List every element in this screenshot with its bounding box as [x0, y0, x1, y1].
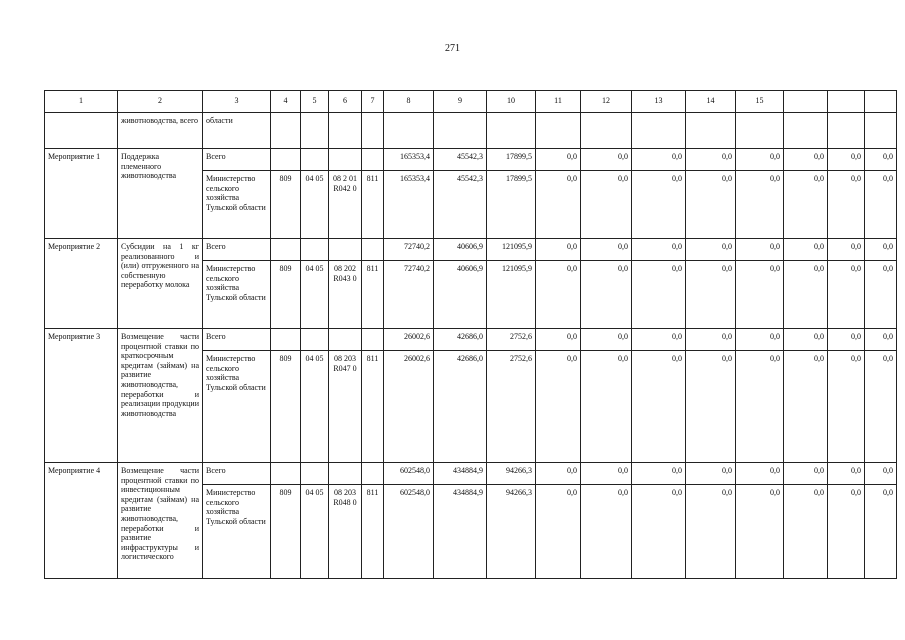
value-cell: 121095,9 [487, 261, 536, 329]
value-cell: 45542,3 [434, 171, 487, 239]
grbs-code: 809 [271, 485, 301, 579]
value-cell: 0,0 [632, 351, 686, 463]
value-cell: 0,0 [632, 329, 686, 351]
value-cell: 0,0 [686, 171, 736, 239]
value-cell: 0,0 [686, 149, 736, 171]
measure-description: Субсидии на 1 кг реализованного и (или) отгруженного на собственную переработку молока [118, 239, 203, 329]
column-header: 5 [301, 91, 329, 113]
measure-total-row [45, 149, 897, 171]
empty-cell [865, 113, 897, 149]
measure-name: Мероприятие 2 [45, 239, 118, 329]
value-cell: 94266,3 [487, 485, 536, 579]
empty-cell [487, 113, 536, 149]
value-cell: 0,0 [784, 149, 828, 171]
value-cell: 0,0 [784, 239, 828, 261]
continuation-text: области [203, 113, 271, 149]
value-cell: 165353,4 [384, 149, 434, 171]
value-cell: 0,0 [736, 463, 784, 485]
value-cell: 0,0 [865, 351, 897, 463]
measure-description: Поддержка племенного животноводства [118, 149, 203, 239]
csr-code: 08 2 01 R042 0 [329, 171, 362, 239]
value-cell: 0,0 [784, 171, 828, 239]
row-label: Всего [203, 463, 271, 485]
value-cell: 0,0 [581, 171, 632, 239]
value-cell: 0,0 [736, 261, 784, 329]
value-cell: 0,0 [828, 239, 865, 261]
table-body [45, 91, 897, 579]
grbs-cell [271, 463, 301, 485]
column-header: 4 [271, 91, 301, 113]
value-cell: 0,0 [581, 463, 632, 485]
value-cell: 0,0 [686, 261, 736, 329]
empty-cell [384, 113, 434, 149]
value-cell: 0,0 [632, 239, 686, 261]
value-cell: 0,0 [865, 171, 897, 239]
column-header: 12 [581, 91, 632, 113]
value-cell: 0,0 [828, 171, 865, 239]
value-cell: 72740,2 [384, 261, 434, 329]
value-cell: 40606,9 [434, 239, 487, 261]
value-cell: 0,0 [736, 239, 784, 261]
value-cell: 0,0 [536, 149, 581, 171]
measure-description: Возмещение части процентной ставки по краткосрочным кредитам (займам) на развитие животноводства, переработки и реализации продукции животноводства [118, 329, 203, 463]
executor-name: Министерство сельского хозяйства Тульской области [203, 485, 271, 579]
vr-code: 811 [362, 351, 384, 463]
empty-cell [271, 113, 301, 149]
grbs-code: 809 [271, 171, 301, 239]
measure-total-row [45, 463, 897, 485]
value-cell: 434884,9 [434, 463, 487, 485]
value-cell: 0,0 [536, 351, 581, 463]
value-cell: 0,0 [686, 239, 736, 261]
rzpr-cell [301, 329, 329, 351]
executor-name: Министерство сельского хозяйства Тульской области [203, 171, 271, 239]
column-header: 9 [434, 91, 487, 113]
value-cell: 0,0 [865, 463, 897, 485]
value-cell: 0,0 [828, 149, 865, 171]
value-cell: 0,0 [828, 329, 865, 351]
value-cell: 0,0 [686, 329, 736, 351]
value-cell: 602548,0 [384, 485, 434, 579]
value-cell: 0,0 [865, 329, 897, 351]
continuation-text: животноводства, всего [118, 113, 203, 149]
csr-code: 08 202 R043 0 [329, 261, 362, 329]
value-cell: 0,0 [736, 485, 784, 579]
column-header: 7 [362, 91, 384, 113]
column-header: 6 [329, 91, 362, 113]
value-cell: 0,0 [784, 329, 828, 351]
executor-name: Министерство сельского хозяйства Тульской области [203, 351, 271, 463]
measure-total-row [45, 239, 897, 261]
column-header: 8 [384, 91, 434, 113]
page-number: 271 [445, 43, 460, 54]
budget-table [44, 90, 897, 579]
vr-cell [362, 239, 384, 261]
value-cell: 0,0 [536, 171, 581, 239]
rzpr-code: 04 05 [301, 171, 329, 239]
empty-cell [784, 113, 828, 149]
rzpr-cell [301, 463, 329, 485]
value-cell: 0,0 [865, 239, 897, 261]
value-cell: 0,0 [536, 261, 581, 329]
value-cell: 0,0 [686, 463, 736, 485]
value-cell: 72740,2 [384, 239, 434, 261]
csr-cell [329, 239, 362, 261]
value-cell: 0,0 [736, 351, 784, 463]
value-cell: 0,0 [865, 149, 897, 171]
value-cell: 0,0 [828, 261, 865, 329]
value-cell: 17899,5 [487, 171, 536, 239]
column-header: 15 [736, 91, 784, 113]
rzpr-code: 04 05 [301, 485, 329, 579]
value-cell: 0,0 [736, 329, 784, 351]
value-cell: 0,0 [536, 463, 581, 485]
measure-name: Мероприятие 4 [45, 463, 118, 579]
value-cell: 0,0 [536, 239, 581, 261]
empty-cell [362, 113, 384, 149]
measure-description: Возмещение части процентной ставки по инвестиционным кредитам (займам) на развитие животноводства, переработки и развитие инфраструктуры и логистического [118, 463, 203, 579]
value-cell: 0,0 [581, 351, 632, 463]
vr-code: 811 [362, 171, 384, 239]
rzpr-code: 04 05 [301, 351, 329, 463]
value-cell: 0,0 [686, 485, 736, 579]
grbs-code: 809 [271, 351, 301, 463]
value-cell: 0,0 [736, 149, 784, 171]
executor-name: Министерство сельского хозяйства Тульской области [203, 261, 271, 329]
empty-cell [45, 113, 118, 149]
value-cell: 165353,4 [384, 171, 434, 239]
value-cell: 26002,6 [384, 351, 434, 463]
vr-code: 811 [362, 485, 384, 579]
value-cell: 0,0 [632, 261, 686, 329]
value-cell: 0,0 [581, 149, 632, 171]
value-cell: 0,0 [632, 463, 686, 485]
value-cell: 45542,3 [434, 149, 487, 171]
value-cell: 26002,6 [384, 329, 434, 351]
value-cell: 0,0 [865, 485, 897, 579]
value-cell: 0,0 [581, 239, 632, 261]
row-label: Всего [203, 149, 271, 171]
column-header: 14 [686, 91, 736, 113]
grbs-cell [271, 149, 301, 171]
measure-total-row [45, 329, 897, 351]
value-cell: 0,0 [828, 463, 865, 485]
value-cell: 0,0 [581, 329, 632, 351]
column-header: 13 [632, 91, 686, 113]
vr-code: 811 [362, 261, 384, 329]
value-cell: 42686,0 [434, 329, 487, 351]
value-cell: 94266,3 [487, 463, 536, 485]
continuation-row [45, 113, 897, 149]
value-cell: 0,0 [632, 149, 686, 171]
value-cell: 0,0 [581, 485, 632, 579]
value-cell: 2752,6 [487, 351, 536, 463]
empty-cell [828, 113, 865, 149]
value-cell: 40606,9 [434, 261, 487, 329]
row-label: Всего [203, 239, 271, 261]
csr-cell [329, 463, 362, 485]
value-cell: 0,0 [536, 329, 581, 351]
grbs-cell [271, 239, 301, 261]
csr-cell [329, 329, 362, 351]
vr-cell [362, 463, 384, 485]
row-label: Всего [203, 329, 271, 351]
header-row [45, 91, 897, 113]
value-cell: 0,0 [536, 485, 581, 579]
vr-cell [362, 149, 384, 171]
value-cell: 17899,5 [487, 149, 536, 171]
empty-cell [434, 113, 487, 149]
value-cell: 0,0 [784, 261, 828, 329]
empty-cell [736, 113, 784, 149]
empty-cell [329, 113, 362, 149]
csr-cell [329, 149, 362, 171]
value-cell: 121095,9 [487, 239, 536, 261]
column-header: 3 [203, 91, 271, 113]
value-cell: 602548,0 [384, 463, 434, 485]
csr-code: 08 203 R047 0 [329, 351, 362, 463]
value-cell: 0,0 [865, 261, 897, 329]
value-cell: 0,0 [581, 261, 632, 329]
column-header [784, 91, 828, 113]
column-header: 10 [487, 91, 536, 113]
rzpr-cell [301, 239, 329, 261]
value-cell: 0,0 [736, 171, 784, 239]
column-header [828, 91, 865, 113]
value-cell: 0,0 [784, 351, 828, 463]
column-header: 11 [536, 91, 581, 113]
value-cell: 0,0 [828, 485, 865, 579]
value-cell: 2752,6 [487, 329, 536, 351]
grbs-code: 809 [271, 261, 301, 329]
column-header: 1 [45, 91, 118, 113]
empty-cell [536, 113, 581, 149]
value-cell: 0,0 [784, 463, 828, 485]
rzpr-code: 04 05 [301, 261, 329, 329]
measure-name: Мероприятие 1 [45, 149, 118, 239]
column-header: 2 [118, 91, 203, 113]
value-cell: 0,0 [632, 485, 686, 579]
vr-cell [362, 329, 384, 351]
column-header [865, 91, 897, 113]
value-cell: 0,0 [828, 351, 865, 463]
rzpr-cell [301, 149, 329, 171]
empty-cell [581, 113, 632, 149]
value-cell: 0,0 [632, 171, 686, 239]
empty-cell [686, 113, 736, 149]
value-cell: 434884,9 [434, 485, 487, 579]
empty-cell [301, 113, 329, 149]
measure-name: Мероприятие 3 [45, 329, 118, 463]
value-cell: 0,0 [784, 485, 828, 579]
csr-code: 08 203 R048 0 [329, 485, 362, 579]
grbs-cell [271, 329, 301, 351]
empty-cell [632, 113, 686, 149]
value-cell: 42686,0 [434, 351, 487, 463]
value-cell: 0,0 [686, 351, 736, 463]
